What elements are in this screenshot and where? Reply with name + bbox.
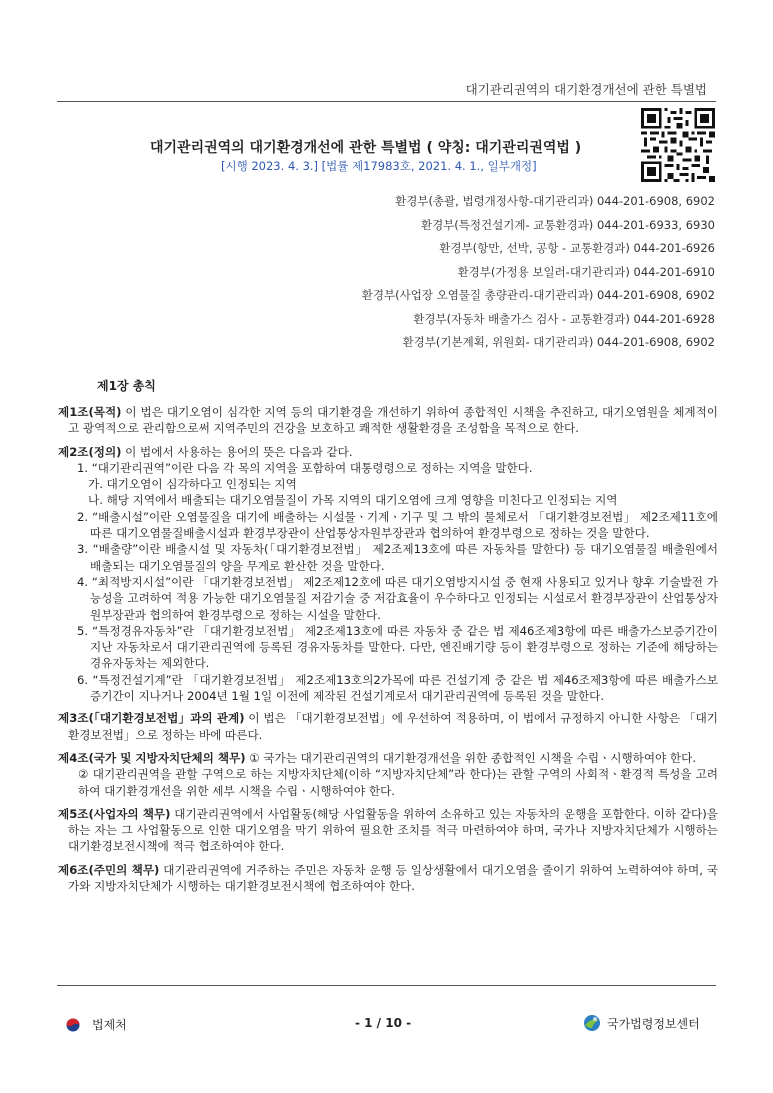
chapter-heading: 제1장 총칙 <box>97 379 156 393</box>
law-center-logo-icon <box>583 1014 601 1032</box>
contact-line: 환경부(총괄, 법령개정사항-대기관리과) 044-201-6908, 6902 <box>395 194 715 208</box>
article-text: 대기관리권역에서 사업활동(해당 사업활동을 위하여 소유하고 있는 자동차의 운행을 포함한다. 이하 같다)을 하는 자는 그 사업활동으로 인한 대기오염을 막기 위하여 필요한 조치를 적극 마련하여야 하며, 국가나 지방자치단체가 시행하는 대기환경보전시책에 적극 협조하여야 한다. <box>68 806 718 854</box>
article-paragraph: ② 대기관리권역을 관할 구역으로 하는 지방자치단체(이하 “지방자치단체”라 한다)는 관할 구역의 사회적ㆍ환경적 특성을 고려하여 대기환경개선을 위한 세부 시책을 수립ㆍ시행하여야 한다. <box>78 767 718 798</box>
definition-item: 4. “최적방지시설”이란 「대기환경보전법」 제2조제12호에 따른 대기오염방지시설 중 현재 사용되고 있거나 향후 기술발전 가능성을 고려하여 적용 가능한 대기오염물질 저감기술 중 저감효율이 우수하다고 인정되는 시설로서 환경부장관이 산업통상자원부장관과 협의하여 환경부령으로 정하는 시설을 말한다. <box>77 574 718 622</box>
running-header: 대기관리권역의 대기환경개선에 관한 특별법 <box>465 82 707 97</box>
definition-item: 1. “대기관리권역”이란 다음 각 목의 지역을 포함하여 대통령령으로 정하는 지역을 말한다. <box>77 460 533 475</box>
footer-moleg <box>66 1016 127 1033</box>
footer-law-center <box>583 1014 700 1032</box>
contact-line: 환경부(특정건설기계- 교통환경과) 044-201-6933, 6930 <box>420 217 715 232</box>
article-text: 이 법은 「대기환경보전법」에 우선하여 적용하며, 이 법에서 규정하지 아니한 사항은 「대기환경보전법」으로 정하는 바에 따른다. <box>68 711 718 742</box>
footer-right-label: 국가법령정보센터 <box>607 1016 700 1031</box>
header-divider <box>57 101 716 102</box>
contact-line: 환경부(자동차 배출가스 검사 - 교통환경과) 044-201-6928 <box>413 311 715 326</box>
article-heading: 제4조(국가 및 지방자치단체의 책무) <box>58 750 246 765</box>
article-text: ① 국가는 대기관리권역의 대기환경개선을 위한 종합적인 시책을 수립ㆍ시행하여야 한다. <box>245 750 697 765</box>
article-text: 이 법은 대기오염이 심각한 지역 등의 대기환경을 개선하기 위하여 종합적인 시책을 추진하고, 대기오염원을 체계적이고 광역적으로 관리함으로써 지역주민의 건강을 보호하고 쾌적한 생활환경을 조성함을 목적으로 한다. <box>68 405 718 436</box>
article-heading: 제3조(「대기환경보전법」과의 관계) <box>58 711 245 726</box>
page-number: - 1 / 10 - <box>355 1016 412 1030</box>
moleg-emblem-icon <box>66 1018 80 1032</box>
contact-line: 환경부(항만, 선박, 공항 - 교통환경과) 044-201-6926 <box>439 241 715 255</box>
definition-item: 6. “특정건설기계”란 「대기환경보전법」 제2조제13호의2가목에 따른 건설기계 중 같은 법 제46조제3항에 따른 배출가스보증기간이 지나거나 2004년 1월 1일 이전에 제작된 건설기계로서 대기관리권역에 등록된 것을 말한다. <box>77 672 718 704</box>
footer-left-label: 법제처 <box>92 1018 127 1032</box>
contact-line: 환경부(사업장 오염물질 총량관리-대기관리과) 044-201-6908, 6902 <box>361 288 715 302</box>
definition-item: 3. “배출량”이란 배출시설 및 자동차(「대기환경보전법」 제2조제13호에 따른 자동차를 말한다) 등 대기오염물질 배출원에서 배출되는 대기오염물질의 양을 무게로 환산한 것을 말한다. <box>77 542 718 573</box>
definition-item: 2. “배출시설”이란 오염물질을 대기에 배출하는 시설물ㆍ기계ㆍ기구 및 그 밖의 물체로서 「대기환경보전법」 제2조제11호에 따른 대기오염물질배출시설과 환경부장관이 산업통상자원부장관과 협의하여 환경부령으로 정하는 것을 말한다. <box>77 509 718 541</box>
definition-subitem: 가. 대기오염이 심각하다고 인정되는 지역 <box>88 477 297 492</box>
article-heading: 제1조(목적) <box>58 405 122 419</box>
article-heading: 제5조(사업자의 책무) <box>58 806 171 821</box>
qr-code-icon[interactable] <box>641 108 715 182</box>
article-heading: 제6조(주민의 책무) <box>58 862 160 877</box>
article-1 <box>58 404 718 437</box>
article-6 <box>58 862 718 895</box>
article-3 <box>58 710 718 743</box>
contact-line: 환경부(기본계획, 위원회- 대기관리과) 044-201-6908, 6902 <box>402 335 715 349</box>
footer-divider <box>57 985 716 986</box>
definition-item: 5. “특정경유자동차”란 「대기환경보전법」 제2조제13호에 따른 자동차 중 같은 법 제46조제3항에 따른 배출가스보증기간이 지난 자동차로서 대기관리권역에 등록된 경유자동차를 말한다. 다만, 엔진배기량 등이 환경부령으로 정하는 기준에 해당하는 경유자동차는 제외한다. <box>77 623 718 671</box>
article-4 <box>58 750 718 799</box>
enforcement-info: [시행 2023. 4. 3.] [법률 제17983호, 2021. 4. 1., 일부개정] <box>221 159 537 173</box>
article-text: 이 법에서 사용하는 용어의 뜻은 다음과 같다. <box>121 444 353 459</box>
ministry-contacts <box>362 190 715 355</box>
article-5 <box>58 806 718 855</box>
law-body <box>58 404 718 901</box>
article-2 <box>58 444 718 705</box>
article-text: 대기관리권역에 거주하는 주민은 자동차 운행 등 일상생활에서 대기오염을 줄이기 위하여 노력하여야 하며, 국가와 지방자치단체가 시행하는 대기환경보전시책에 협조하여야 한다. <box>68 862 718 894</box>
document-title: 대기관리권역의 대기환경개선에 관한 특별법 ( 약칭: 대기관리권역법 ) <box>150 140 582 156</box>
contact-line: 환경부(가정용 보일러-대기관리과) 044-201-6910 <box>457 264 715 279</box>
definition-subitem: 나. 해당 지역에서 배출되는 대기오염물질이 가목 지역의 대기오염에 크게 영향을 미친다고 인정되는 지역 <box>88 493 618 508</box>
article-heading: 제2조(정의) <box>58 444 122 459</box>
